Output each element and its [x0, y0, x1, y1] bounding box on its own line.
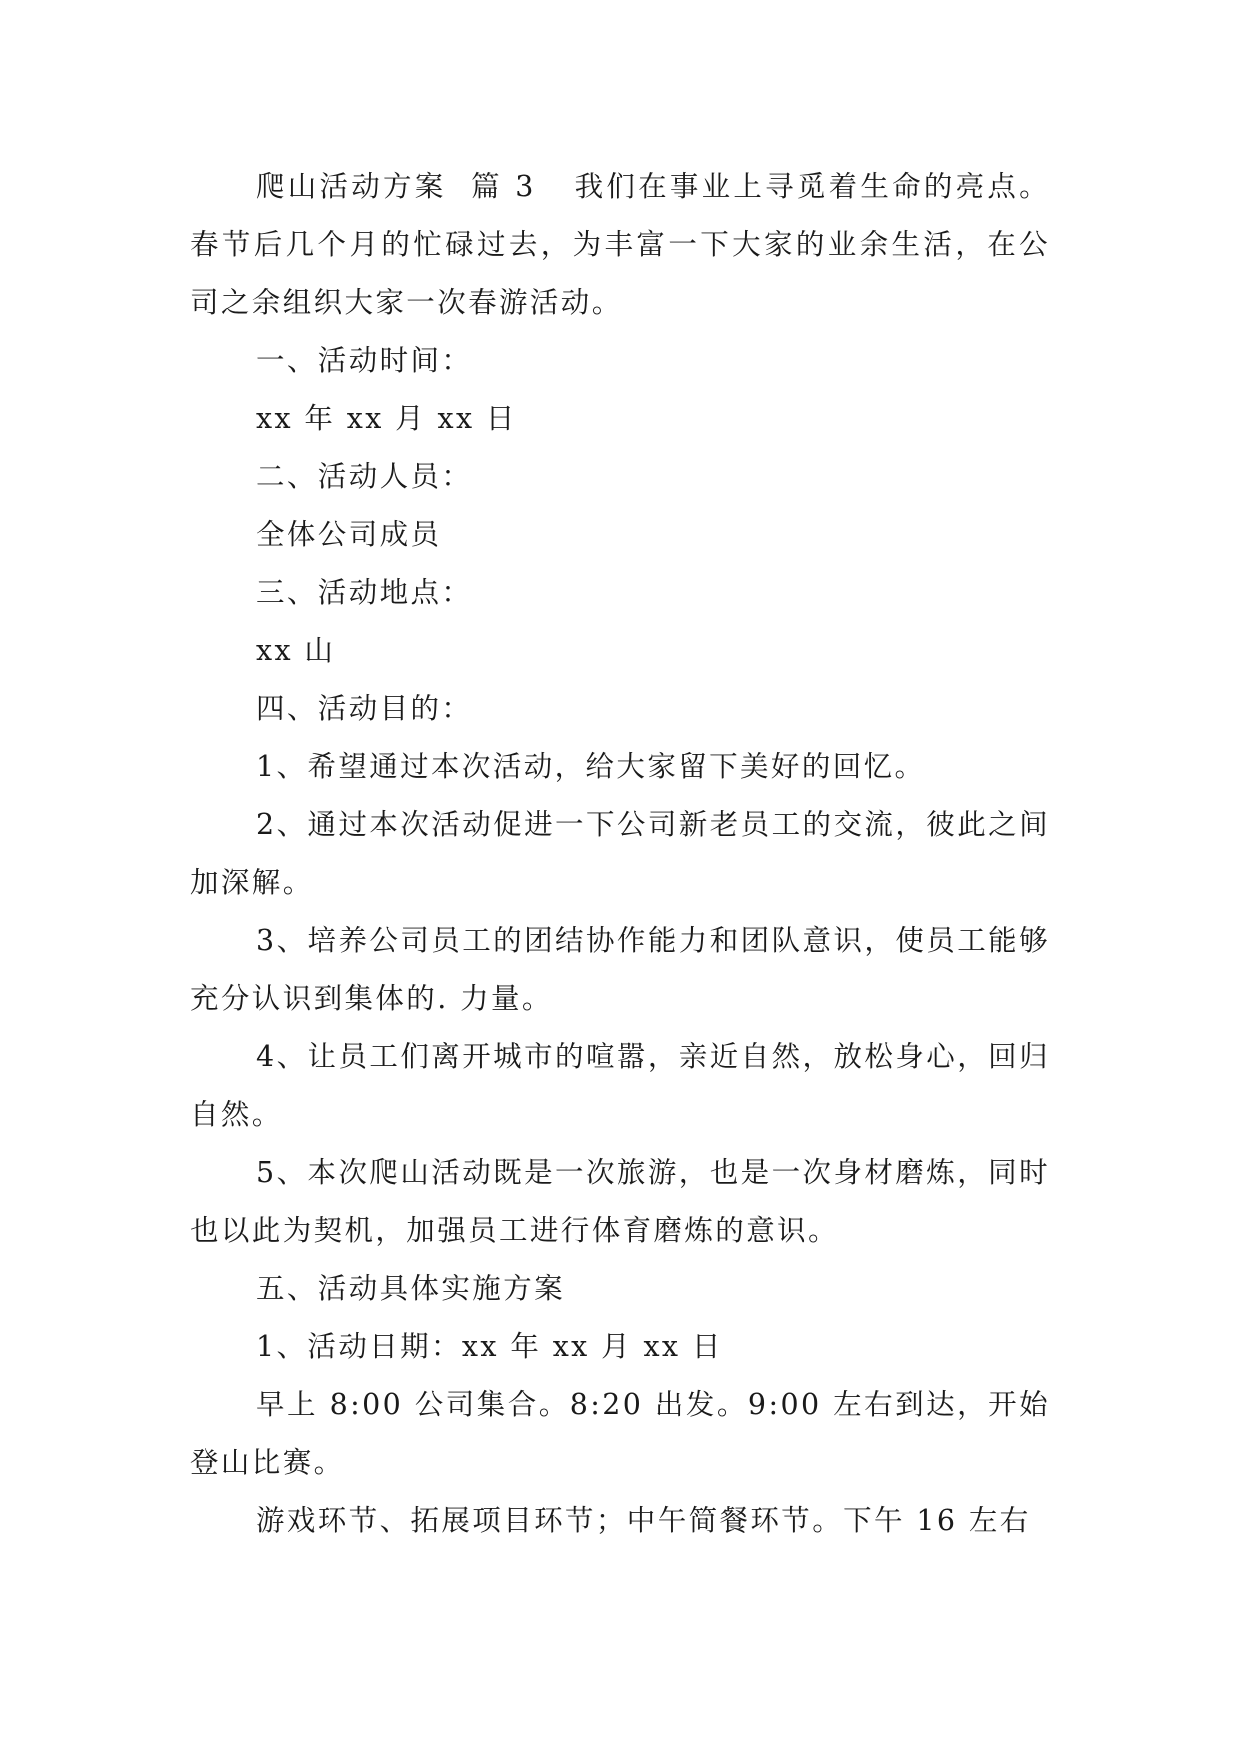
heading-activity-time: 一、活动时间： [256, 344, 473, 377]
section-label: 篇 3 [471, 170, 536, 203]
purpose-item-2: 2、通过本次活动促进一下公司新老员工的交流，彼此之间加深解。 [190, 808, 1050, 899]
purpose-item-4: 4、让员工们离开城市的喧嚣，亲近自然，放松身心，回归自然。 [190, 1040, 1050, 1131]
participants-value: 全体公司成员 [256, 518, 442, 551]
location-value: xx 山 [256, 634, 336, 667]
purpose-item-5: 5、本次爬山活动既是一次旅游，也是一次身材磨炼，同时也以此为契机，加强员工进行体育磨炼的意识。 [190, 1156, 1050, 1247]
document-body [190, 158, 1050, 1550]
heading-location: 三、活动地点： [256, 576, 473, 609]
schedule-afternoon: 游戏环节、拓展项目环节；中午简餐环节。下午 16 左右 [256, 1504, 1031, 1537]
schedule-morning: 早上 8:00 公司集合。8:20 出发。9:00 左右到达，开始登山比赛。 [190, 1388, 1050, 1479]
activity-time-value: xx 年 xx 月 xx 日 [256, 402, 517, 435]
purpose-item-1: 1、希望通过本次活动，给大家留下美好的回忆。 [256, 750, 926, 783]
heading-participants: 二、活动人员： [256, 460, 473, 493]
purpose-item-3: 3、培养公司员工的团结协作能力和团队意识，使员工能够充分认识到集体的. 力量。 [190, 924, 1050, 1015]
implementation-date: 1、活动日期：xx 年 xx 月 xx 日 [256, 1330, 723, 1363]
document-title: 爬山活动方案 [256, 170, 447, 203]
heading-purpose: 四、活动目的： [256, 692, 473, 725]
intro-paragraph [190, 158, 1050, 332]
intro-text: 我们在事业上寻觅着生命的亮点。春节后几个月的忙碌过去，为丰富一下大家的业余生活，在公司之余组织大家一次春游活动。 [190, 170, 1050, 319]
heading-implementation: 五、活动具体实施方案 [256, 1272, 566, 1305]
